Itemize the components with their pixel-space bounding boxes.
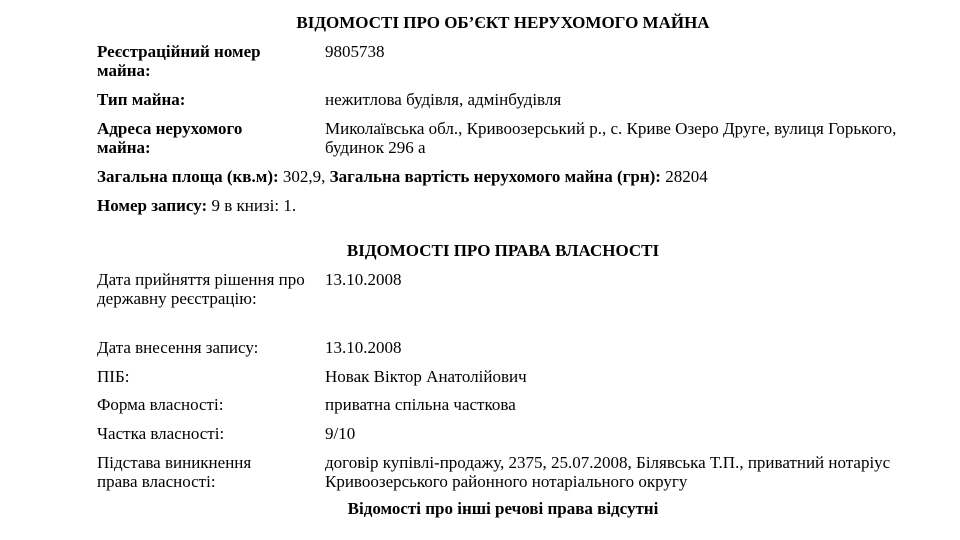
ownership-form-label: Форма власності: [97, 395, 224, 414]
record-number-label: Номер запису: [97, 196, 208, 215]
basis-value: договір купівлі-продажу, 2375, 25.07.2008, Білявська Т.П., приватний нотаріус Кривоозерського районного нотаріального округу [325, 453, 891, 491]
address-value: Миколаївська обл., Кривоозерський р., с. Криве Озеро Друге, вулиця Горького, будинок 296 а [325, 119, 897, 157]
record-number-value: 9 в книзі: 1. [211, 196, 297, 215]
ownership-share-label: Частка власності: [97, 424, 225, 443]
other-rights-note: Відомості про інші речові права відсутні [347, 499, 659, 518]
full-name-label: ПІБ: [97, 367, 130, 386]
reg-number-value: 9805738 [325, 42, 385, 61]
ownership-share-value: 9/10 [325, 424, 356, 443]
property-type-value: нежитлова будівля, адмінбудівля [325, 90, 562, 109]
decision-date-label: Дата прийняття рішення про державну реєстрацію: [97, 270, 305, 308]
full-name-value: Новак Віктор Анатолійович [325, 367, 527, 386]
ownership-section-title: ВІДОМОСТІ ПРО ПРАВА ВЛАСНОСТІ [346, 241, 660, 260]
address-label: Адреса нерухомого майна: [97, 119, 243, 157]
object-section-title: ВІДОМОСТІ ПРО ОБ’ЄКТ НЕРУХОМОГО МАЙНА [296, 13, 710, 32]
cost-label: Загальна вартість нерухомого майна (грн): [329, 167, 661, 186]
property-type-label: Тип майна: [97, 90, 186, 109]
record-number-line [97, 196, 927, 215]
reg-number-label: Реєстраційний номер майна: [97, 42, 261, 80]
area-label: Загальна площа (кв.м): [97, 167, 279, 186]
entry-date-label: Дата внесення запису: [97, 338, 259, 357]
area-value: 302,9, [282, 167, 326, 186]
decision-date-value: 13.10.2008 [325, 270, 402, 289]
basis-label: Підстава виникнення права власності: [97, 453, 252, 491]
cost-value: 28204 [665, 167, 708, 186]
entry-date-value: 13.10.2008 [325, 338, 402, 357]
ownership-form-value: приватна спільна часткова [325, 395, 516, 414]
area-cost-line [97, 167, 927, 186]
